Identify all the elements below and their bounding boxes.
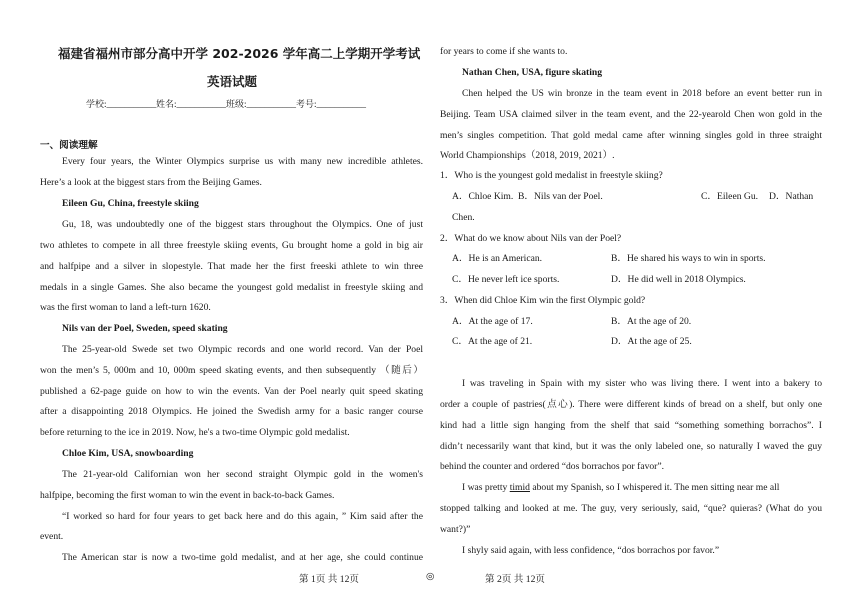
passage1-line: and halfpipe and a silver in slopestyle. That made her the first freeski athlete to win three xyxy=(40,261,423,272)
passage1-line: men’s singles competition. That gold medal came after winning singles gold in three straight xyxy=(440,130,822,141)
answer-option[interactable]: C．At the age of 21. xyxy=(452,336,533,347)
passage1-line: The 21-year-old Californian won her second straight Olympic gold in the women's xyxy=(62,469,423,480)
athlete-heading: Eileen Gu, China, freestyle skiing xyxy=(62,198,199,209)
passage2-line: stopped talking and looked at me. The guy, very seriously, said, “que? quieras? (What do you xyxy=(440,503,822,514)
passage2-line: order a couple of pastries(点心). There were different kinds of bread on a shelf, but only one xyxy=(440,399,822,410)
answer-option[interactable]: C．Eileen Gu. xyxy=(701,191,759,202)
passage1-line: The 25-year-old Swede set two Olympic records and one world record. Van der Poel xyxy=(62,344,423,355)
answer-option[interactable]: B．Nils van der Poel. xyxy=(518,191,603,202)
passage1-line: Beijing. Team USA claimed silver in the team event, and the 22-yearold Chen won gold in the xyxy=(440,109,822,120)
passage1-line: Chen helped the US win bronze in the team event in 2018 before an event better run in xyxy=(462,88,822,99)
answer-option[interactable]: D．He did well in 2018 Olympics. xyxy=(611,274,746,285)
student-info-line: 学校:___________姓名:___________班级:___________考号:___________ xyxy=(86,99,367,109)
passage2-line: behind the counter and ordered “dos borrachos por favor”. xyxy=(440,461,665,472)
underlined-word: timid xyxy=(509,482,530,493)
passage2-line: didn’t necessarily want that kind, but it was the only labeled one, so naturally I waved the guy xyxy=(440,441,822,452)
passage1-line: Here’s a look at the biggest stars from the Beijing Games. xyxy=(40,177,262,188)
answer-option[interactable]: A．At the age of 17. xyxy=(452,316,533,327)
passage1-line: medals in a single Games. She also became the youngest gold medalist in freestyle skiing and xyxy=(40,282,423,293)
passage1-line: published a 62-page guide on how to win the events. Van der Poel nearly quit speed skating xyxy=(40,386,423,397)
passage2-line: I was traveling in Spain with my sister who was living there. I went into a bakery to xyxy=(462,378,822,389)
answer-option[interactable]: A．He is an American. xyxy=(452,253,543,264)
passage1-line: before returning to the ice in 2019. Now, he's a two-time Olympic gold medalist. xyxy=(40,427,350,438)
passage1-line: Every four years, the Winter Olympics surprise us with many new incredible athletes. xyxy=(62,156,423,167)
answer-option[interactable]: D．Nathan xyxy=(769,191,814,202)
passage2-line: I shyly said again, with less confidence, “dos borrachos por favor.” xyxy=(462,545,720,556)
answer-option[interactable]: B．At the age of 20. xyxy=(611,316,692,327)
passage1-line: Gu, 18, was undoubtedly one of the biggest stars throughout the Olympics. One of just xyxy=(62,219,423,230)
exam-subtitle: 英语试题 xyxy=(207,74,258,89)
answer-option[interactable]: B．He shared his ways to win in sports. xyxy=(611,253,766,264)
passage2-line: want?)” xyxy=(440,524,471,535)
athlete-heading: Nils van der Poel, Sweden, speed skating xyxy=(62,323,228,334)
passage2-text: I was pretty xyxy=(462,482,510,493)
center-mark-icon: ◎ xyxy=(426,571,435,582)
question-stem: 3．When did Chloe Kim win the first Olympic gold? xyxy=(440,295,646,306)
passage1-line: was the first woman to land a left-turn 1620. xyxy=(40,302,211,313)
page-number-right: 第 2页 共 12页 xyxy=(485,574,545,585)
passage1-line: event. xyxy=(40,531,64,542)
page-number-left: 第 1页 共 12页 xyxy=(299,574,359,585)
passage1-line: “I worked so hard for four years to get back here and do this again, ” Kim said after the xyxy=(62,511,423,522)
passage1-line: after a disappointing 2018 Olympics. He joined the Swedish army for a basic ranger course xyxy=(40,406,423,417)
passage2-line: kind had a little sign hanging from the shelf that said “something something borrachos”. I xyxy=(440,420,822,431)
exam-title: 福建省福州市部分高中开学 202-2026 学年高二上学期开学考试 xyxy=(58,46,421,61)
passage1-line: World Championships（2018, 2019, 2021）. xyxy=(440,150,615,161)
answer-option[interactable]: A．Chloe Kim. xyxy=(452,191,514,202)
passage1-line: two athletes to compete in all three freestyle skiing events, Gu brought home a gold in big air xyxy=(40,240,423,251)
answer-option[interactable]: D．At the age of 25. xyxy=(611,336,692,347)
athlete-heading: Chloe Kim, USA, snowboarding xyxy=(62,448,194,459)
section-heading: 一、阅读理解 xyxy=(40,140,98,151)
passage1-line: The American star is now a two-time gold medalist, and at her age, she could continue xyxy=(62,552,423,563)
passage1-line: halfpipe, becoming the first woman to win the event in back-to-back Games. xyxy=(40,490,335,501)
passage1-line: for years to come if she wants to. xyxy=(440,46,568,57)
question-stem: 2．What do we know about Nils van der Poel? xyxy=(440,233,622,244)
answer-option-wrap: Chen. xyxy=(452,212,475,223)
passage2-text: about my Spanish, so I whispered it. The men sitting near me all xyxy=(529,482,780,493)
answer-option[interactable]: C．He never left ice sports. xyxy=(452,274,560,285)
passage1-line: won the men’s 5, 000m and 10, 000m speed skating events, and then subsequently （随后） xyxy=(40,365,423,376)
passage2-line xyxy=(462,482,779,494)
question-stem: 1．Who is the youngest gold medalist in freestyle skiing? xyxy=(440,170,663,181)
athlete-heading: Nathan Chen, USA, figure skating xyxy=(462,67,603,78)
